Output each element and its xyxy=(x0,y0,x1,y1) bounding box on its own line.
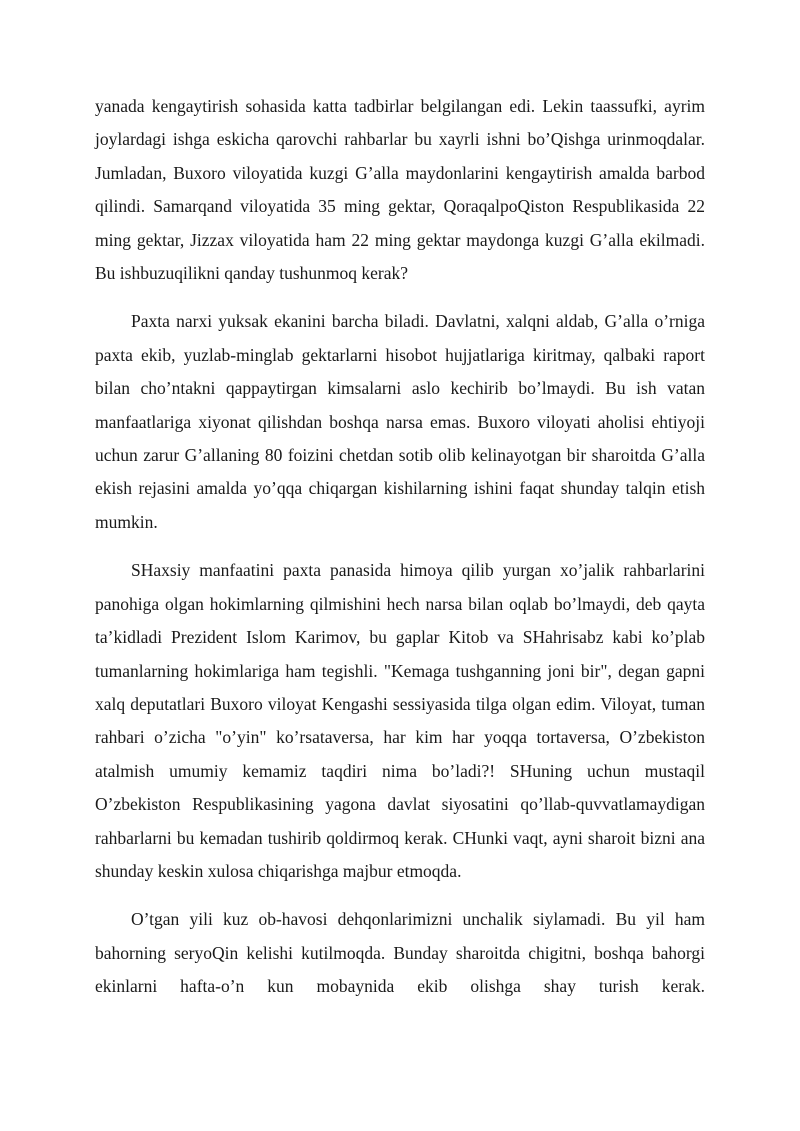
paragraph-2: Paxta narxi yuksak ekanini barcha biladi. Davlatni, xalqni aldab, G’alla o’rniga paxta ekib, yuzlab-minglab gektarlarni hisobot hujjatlariga kiritmay, qalbaki raport bilan cho’ntakni qappaytirgan kimsalarni aslo kechirib bo’lmaydi. Bu ish vatan manfaatlariga xiyonat qilishdan boshqa narsa emas. Buxoro viloyati aholisi ehtiyoji uchun zarur G’allaning 80 foizini chetdan sotib olib kelinayotgan bir sharoitda G’alla ekish rejasini amalda yo’qqa chiqargan kishilarning ishini faqat shunday talqin etish mumkin. xyxy=(95,311,705,532)
document-page xyxy=(95,90,705,1019)
paragraph-1: yanada kengaytirish sohasida katta tadbirlar belgilangan edi. Lekin taassufki, ayrim joylardagi ishga eskicha qarovchi rahbarlar bu xayrli ishni bo’Qishga urinmoqdalar. Jumladan, Buxoro viloyatida kuzgi G’alla maydonlarini kengaytirish amalda barbod qilindi. Samarqand viloyatida 35 ming gektar, QoraqalpoQiston Respublikasida 22 ming gektar, Jizzax viloyatida ham 22 ming gektar maydonga kuzgi G’alla ekilmadi. Bu ishbuzuqilikni qanday tushunmoq kerak? xyxy=(95,96,705,284)
paragraph-4: O’tgan yili kuz ob-havosi dehqonlarimizni unchalik siylamadi. Bu yil ham bahorning seryoQin kelishi kutilmoqda. Bunday sharoitda chigitni, boshqa bahorgi ekinlarni hafta-o’n kun mobaynida ekib olishga shay turish kerak. xyxy=(95,909,705,997)
paragraph-3: SHaxsiy manfaatini paxta panasida himoya qilib yurgan xo’jalik rahbarlarini panohiga olgan hokimlarning qilmishini hech narsa bilan oqlab bo’lmaydi, deb qayta ta’kidladi Prezident Islom Karimov, bu gaplar Kitob va SHahrisabz kabi ko’plab tumanlarning hokimlariga ham tegishli. "Kemaga tushganning joni bir", degan gapni xalq deputatlari Buxoro viloyat Kengashi sessiyasida tilga olgan edim. Viloyat, tuman rahbari o’zicha "o’yin" ko’rsataversa, har kim har yoqqa tortaversa, O’zbekiston atalmish umumiy kemamiz taqdiri nima bo’ladi?! SHuning uchun mustaqil O’zbekiston Respublikasining yagona davlat siyosatini qo’llab-quvvatlamaydigan rahbarlarni bu kemadan tushirib qoldirmoq kerak. CHunki vaqt, ayni sharoit bizni ana shunday keskin xulosa chiqarishga majbur etmoqda. xyxy=(95,560,705,881)
